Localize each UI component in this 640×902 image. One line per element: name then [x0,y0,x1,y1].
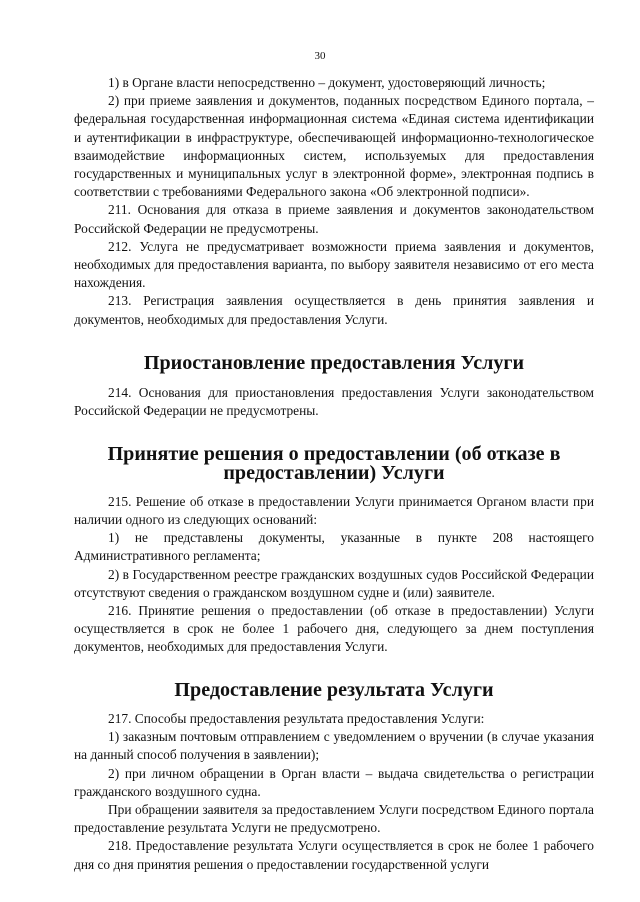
paragraph-217-item-2: 2) при личном обращении в Орган власти – выдача свидетельства о регистрации гражданского воздушного судна. [74,765,594,799]
paragraph-212: 212. Услуга не предусматривает возможности приема заявления и документов, необходимых для предоставления варианта, по выбору заявителя независимо от его места нахождения. [74,238,594,291]
section-heading-suspension: Приостановление предоставления Услуги [143,351,525,374]
paragraph-215-item-2: 2) в Государственном реестре гражданских воздушных судов Российской Федерации отсутствуют сведения о гражданском воздушном судне и (или) заявителе. [74,566,594,600]
paragraph-unified-portal: 2) при приеме заявления и документов, поданных посредством Единого портала, – федеральная государственная информационная система «Единая система идентификации и аутентификации в инфраструктуре, обеспечивающей информационно-технологическое взаимодействие информационных систем, используемых для предоставления государственных и муниципальных услуг в электронной форме», электронная подпись в соответствии с требованиями Федерального закона «Об электронной подписи». [74,93,594,200]
paragraph-214: 214. Основания для приостановления предоставления Услуги законодательством Российской Федерации не предусмотрены. [74,385,594,419]
paragraph-identity-document: 1) в Органе власти непосредственно – документ, удостоверяющий личность; [108,75,546,90]
paragraph-217-item-1: 1) заказным почтовым отправлением с уведомлением о вручении (в случае указания на данный способ получения в заявлении); [74,729,594,763]
document-body [74,74,594,874]
paragraph-215: 215. Решение об отказе в предоставлении Услуги принимается Органом власти при наличии одного из следующих оснований: [74,493,594,528]
paragraph-218: 218. Предоставление результата Услуги осуществляется в срок не более 1 рабочего дня со дня принятия решения о предоставлении государственной услуги [74,838,594,872]
paragraph-217: 217. Способы предоставления результата предоставления Услуги: [108,710,485,726]
paragraph-216: 216. Принятие решения о предоставлении (об отказе в предоставлении) Услуги осуществляется в срок не более 1 рабочего дня, следующего за днем поступления документов, необходимых для предоставления Услуги. [74,603,594,655]
paragraph-portal-result: При обращении заявителя за предоставлением Услуги посредством Единого портала предоставление результата Услуги не предусмотрено. [74,801,594,836]
paragraph-213: 213. Регистрация заявления осуществляется в день принятия заявления и документов, необходимых для предоставления Услуги. [74,293,594,327]
paragraph-211: 211. Основания для отказа в приеме заявления и документов законодательством Российской Федерации не предусмотрены. [74,202,594,236]
section-heading-result: Предоставление результата Услуги [174,678,494,701]
paragraph-215-item-1: 1) не представлены документы, указанные в пункте 208 настоящего Административного регламента; [74,530,594,564]
section-heading-decision: Принятие решения о предоставлении (об отказе в предоставлении) Услуги [107,443,561,484]
page-number: 30 [314,50,326,62]
